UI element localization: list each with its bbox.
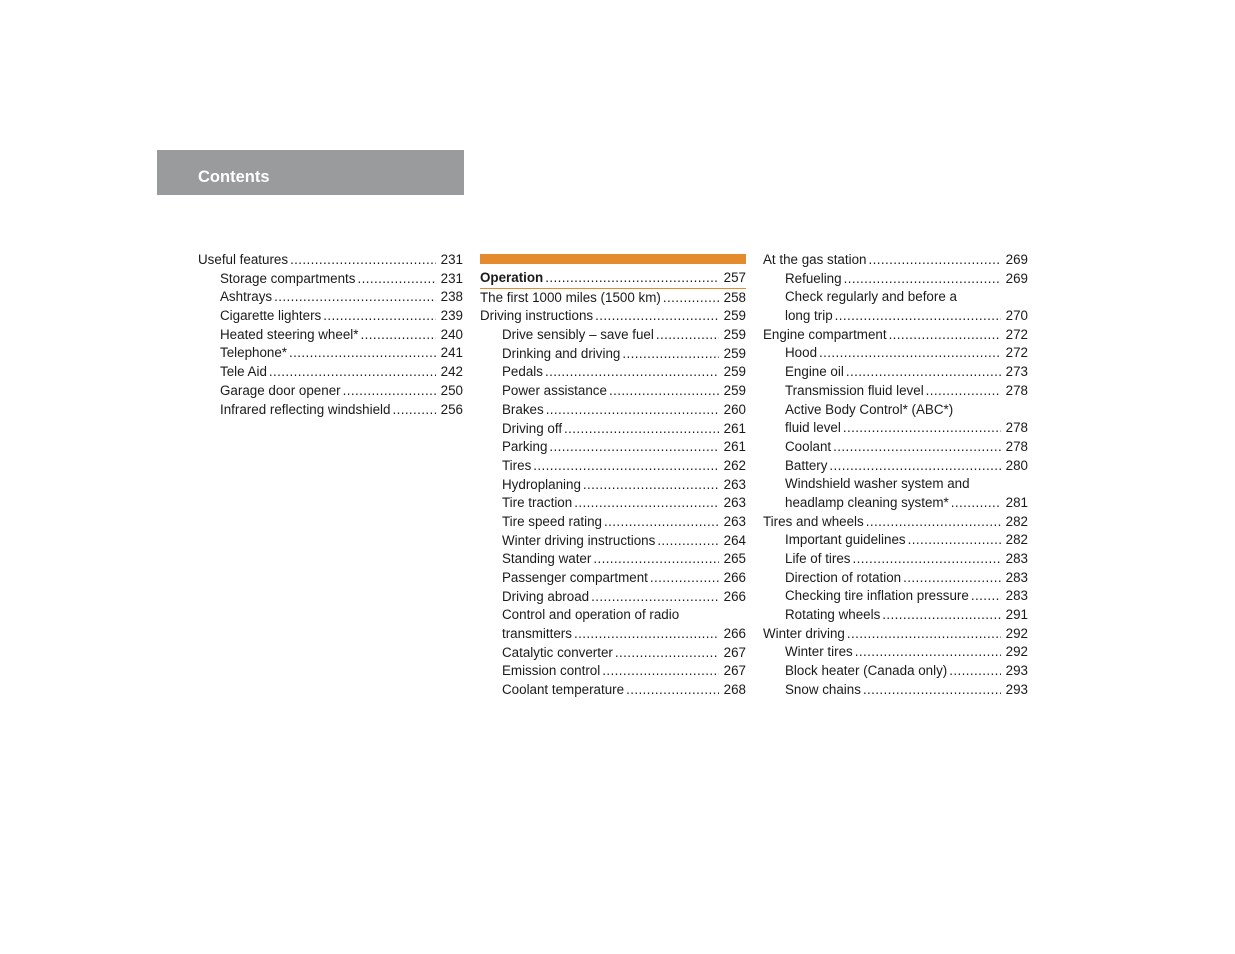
- toc-entry-page: 283: [1005, 551, 1028, 566]
- toc-entry-title: Control and operation of radio: [502, 607, 680, 623]
- toc-entry[interactable]: [480, 420, 746, 439]
- toc-entry[interactable]: [763, 475, 1028, 494]
- toc-entry[interactable]: [198, 288, 463, 307]
- toc-entry[interactable]: [198, 307, 463, 326]
- toc-entry-page: 231: [440, 270, 463, 286]
- toc-dot-leader: [591, 588, 719, 607]
- toc-entry[interactable]: [198, 363, 463, 382]
- toc-entry-page: 283: [1005, 569, 1028, 585]
- toc-entry-title: Storage compartments: [220, 270, 356, 286]
- toc-entry[interactable]: [763, 457, 1028, 476]
- toc-dot-leader: [656, 326, 719, 345]
- toc-entry-title: Winter driving: [763, 625, 845, 641]
- toc-entry-title: Engine oil: [785, 364, 844, 380]
- toc-entry-page: 292: [1005, 644, 1028, 660]
- toc-entry-page: 267: [723, 663, 746, 679]
- toc-entry-page: 266: [723, 626, 746, 642]
- toc-entry-title: Driving off: [502, 420, 563, 436]
- toc-entry-page: 293: [1005, 663, 1028, 679]
- toc-entry-title: Snow chains: [785, 681, 861, 697]
- toc-entry-title: long trip: [785, 308, 833, 324]
- toc-dot-leader: [846, 363, 1001, 382]
- toc-entry[interactable]: [763, 419, 1028, 438]
- toc-entry-page: 292: [1005, 625, 1028, 641]
- toc-entry[interactable]: [480, 438, 746, 457]
- toc-entry-page: 265: [723, 551, 746, 567]
- toc-entry-page: 259: [723, 345, 746, 361]
- toc-entry-title: transmitters: [502, 626, 572, 642]
- toc-entry-title: Tire traction: [502, 495, 573, 511]
- toc-dot-leader: [360, 326, 436, 345]
- toc-entry[interactable]: [480, 382, 746, 401]
- page-title: Contents: [198, 168, 270, 186]
- toc-entry[interactable]: [480, 662, 746, 681]
- toc-dot-leader: [289, 344, 436, 363]
- toc-entry[interactable]: [198, 382, 463, 401]
- toc-entry[interactable]: [763, 270, 1028, 289]
- toc-entry-title: Coolant temperature: [502, 682, 625, 698]
- toc-entry-title: Tires: [502, 457, 532, 473]
- toc-entry[interactable]: [763, 625, 1028, 644]
- toc-entry[interactable]: [480, 588, 746, 607]
- toc-entry[interactable]: [763, 606, 1028, 625]
- toc-column-3: [763, 251, 1028, 700]
- toc-entry-page: 259: [723, 364, 746, 380]
- toc-entry-title: Tire speed rating: [502, 513, 602, 529]
- toc-entry[interactable]: [763, 662, 1028, 681]
- toc-dot-leader: [545, 363, 719, 382]
- toc-entry[interactable]: [763, 587, 1028, 606]
- toc-dot-leader: [574, 625, 719, 644]
- toc-entry-title: Winter driving instructions: [502, 532, 656, 548]
- toc-entry-page: 263: [723, 513, 746, 529]
- toc-dot-leader: [615, 644, 719, 663]
- toc-entry[interactable]: [763, 550, 1028, 569]
- toc-entry[interactable]: [763, 401, 1028, 420]
- toc-dot-leader: [853, 550, 1002, 569]
- toc-entry[interactable]: [198, 326, 463, 345]
- toc-entry[interactable]: [763, 438, 1028, 457]
- toc-entry-title: Heated steering wheel*: [220, 326, 359, 342]
- toc-dot-leader: [545, 269, 719, 288]
- toc-entry[interactable]: [480, 681, 746, 700]
- toc-dot-leader: [949, 662, 1001, 681]
- toc-entry[interactable]: [198, 401, 463, 420]
- toc-dot-leader: [926, 382, 1001, 401]
- toc-dot-leader: [908, 531, 1001, 550]
- toc-entry-title: Drive sensibly – save fuel: [502, 327, 654, 343]
- toc-entry-title: Catalytic converter: [502, 644, 613, 660]
- toc-entry[interactable]: [198, 270, 463, 289]
- toc-entry-title: Garage door opener: [220, 382, 341, 398]
- toc-entry[interactable]: [480, 326, 746, 345]
- toc-dot-leader: [583, 476, 719, 495]
- header-bar: [157, 150, 464, 195]
- toc-entry-page: 239: [440, 308, 463, 324]
- toc-entry-page: 257: [723, 270, 746, 285]
- toc-entry-page: 272: [1005, 345, 1028, 361]
- toc-entry[interactable]: [480, 476, 746, 495]
- toc-dot-leader: [971, 587, 1001, 606]
- toc-entry-page: 238: [440, 289, 463, 305]
- toc-entry-page: 259: [723, 308, 746, 324]
- toc-dot-leader: [604, 513, 719, 532]
- toc-entry-title: Block heater (Canada only): [785, 663, 948, 679]
- toc-entry-title: Power assistance: [502, 383, 607, 399]
- toc-entry-title: Infrared reflecting windshield: [220, 401, 391, 417]
- toc-entry-page: 269: [1005, 252, 1028, 267]
- toc-dot-leader: [855, 643, 1001, 662]
- toc-dot-leader: [357, 270, 436, 289]
- toc-entry-page: 273: [1005, 364, 1028, 380]
- toc-dot-leader: [626, 681, 719, 700]
- toc-entry-title: At the gas station: [763, 252, 867, 267]
- toc-entry[interactable]: [763, 681, 1028, 700]
- toc-entry-page: 269: [1005, 270, 1028, 286]
- toc-dot-leader: [663, 289, 719, 308]
- toc-column-1: [198, 251, 463, 419]
- toc-entry-page: 282: [1005, 532, 1028, 548]
- toc-dot-leader: [847, 625, 1001, 644]
- toc-entry-title: Driving abroad: [502, 588, 590, 604]
- toc-entry-page: 241: [440, 345, 463, 361]
- toc-entry-title: Coolant: [785, 438, 832, 454]
- toc-entry-title: Rotating wheels: [785, 607, 881, 623]
- toc-entry-title: Drinking and driving: [502, 345, 621, 361]
- toc-entry-page: 278: [1005, 438, 1028, 454]
- toc-entry[interactable]: [763, 643, 1028, 662]
- toc-entry-page: 280: [1005, 457, 1028, 473]
- toc-entry[interactable]: [480, 606, 746, 625]
- toc-entry-title: Winter tires: [785, 644, 853, 660]
- toc-dot-leader: [650, 569, 719, 588]
- toc-entry-title: Transmission fluid level: [785, 382, 924, 398]
- toc-entry[interactable]: [480, 644, 746, 663]
- toc-dot-leader: [343, 382, 436, 401]
- toc-entry-page: 263: [723, 495, 746, 511]
- toc-entry[interactable]: [763, 288, 1028, 307]
- toc-column-2: [480, 251, 746, 700]
- toc-entry[interactable]: [198, 251, 463, 270]
- toc-entry-title: Direction of rotation: [785, 569, 902, 585]
- toc-dot-leader: [323, 307, 436, 326]
- toc-dot-leader: [835, 307, 1001, 326]
- toc-entry-title: Parking: [502, 439, 548, 455]
- toc-entry-page: 262: [723, 457, 746, 473]
- toc-entry-page: 270: [1005, 308, 1028, 324]
- toc-entry-title: Hood: [785, 345, 818, 361]
- toc-entry-page: 268: [723, 682, 746, 698]
- toc-dot-leader: [843, 419, 1001, 438]
- toc-entry[interactable]: [763, 363, 1028, 382]
- toc-entry[interactable]: [480, 345, 746, 364]
- toc-entry-title: Windshield washer system and: [785, 476, 970, 492]
- toc-entry-title: Important guidelines: [785, 532, 906, 548]
- toc-entry-page: 282: [1005, 513, 1028, 529]
- toc-entry-title: Passenger compartment: [502, 570, 648, 585]
- toc-entry-page: 278: [1005, 420, 1028, 436]
- toc-entry-page: 259: [723, 383, 746, 399]
- toc-entry-title: Active Body Control* (ABC*): [785, 401, 954, 417]
- toc-dot-leader: [868, 251, 1001, 270]
- toc-dot-leader: [392, 401, 436, 420]
- toc-dot-leader: [290, 251, 436, 270]
- toc-entry[interactable]: [763, 307, 1028, 326]
- toc-entry-title: Standing water: [502, 551, 592, 567]
- toc-entry[interactable]: [763, 513, 1028, 532]
- toc-entry[interactable]: [480, 289, 746, 308]
- toc-entry[interactable]: [480, 401, 746, 420]
- toc-entry[interactable]: [480, 457, 746, 476]
- toc-entry-page: 264: [723, 532, 746, 548]
- toc-dot-leader: [549, 438, 719, 457]
- toc-entry-title: Cigarette lighters: [220, 308, 322, 324]
- toc-dot-leader: [903, 569, 1001, 588]
- toc-entry-page: 283: [1005, 588, 1028, 604]
- toc-entry[interactable]: [763, 569, 1028, 588]
- toc-entry[interactable]: [763, 382, 1028, 401]
- toc-entry-title: Life of tires: [785, 551, 851, 566]
- toc-entry-title: Driving instructions: [480, 308, 594, 324]
- toc-entry-page: 242: [440, 364, 463, 380]
- toc-dot-leader: [889, 326, 1001, 345]
- toc-entry[interactable]: [480, 494, 746, 513]
- toc-dot-leader: [657, 532, 719, 551]
- toc-dot-leader: [593, 550, 719, 569]
- toc-entry[interactable]: [763, 251, 1028, 270]
- toc-entry-page: 231: [440, 252, 463, 267]
- toc-entry-title: Refueling: [785, 270, 842, 286]
- toc-entry-title: Engine compartment: [763, 326, 887, 342]
- toc-entry-title: Operation: [480, 270, 544, 285]
- toc-entry[interactable]: [480, 569, 746, 588]
- toc-entry-title: Battery: [785, 457, 828, 473]
- toc-entry-title: Tires and wheels: [763, 513, 864, 529]
- toc-entry-title: headlamp cleaning system*: [785, 494, 949, 510]
- toc-dot-leader: [951, 494, 1001, 513]
- toc-entry[interactable]: [480, 513, 746, 532]
- toc-entry-title: Emission control: [502, 663, 601, 679]
- toc-dot-leader: [833, 438, 1001, 457]
- toc-dot-leader: [622, 345, 719, 364]
- toc-dot-leader: [866, 513, 1001, 532]
- toc-entry[interactable]: [480, 550, 746, 569]
- toc-dot-leader: [274, 288, 436, 307]
- toc-entry[interactable]: [763, 326, 1028, 345]
- toc-entry-page: 278: [1005, 382, 1028, 398]
- toc-entry[interactable]: [763, 344, 1028, 363]
- toc-entry-title: Check regularly and before a: [785, 289, 957, 305]
- toc-dot-leader: [882, 606, 1001, 625]
- toc-entry-title: fluid level: [785, 420, 841, 436]
- toc-entry[interactable]: [480, 307, 746, 326]
- toc-dot-leader: [595, 307, 719, 326]
- toc-entry-page: 281: [1005, 494, 1028, 510]
- toc-entry[interactable]: [480, 269, 746, 289]
- toc-entry-page: 261: [723, 420, 746, 436]
- toc-entry-title: Telephone*: [220, 345, 288, 361]
- toc-entry[interactable]: [480, 363, 746, 382]
- toc-entry-page: 240: [440, 326, 463, 342]
- toc-dot-leader: [574, 494, 719, 513]
- toc-entry-page: 261: [723, 439, 746, 455]
- toc-entry-title: Brakes: [502, 401, 544, 417]
- toc-entry-title: The first 1000 miles (1500 km): [480, 289, 661, 305]
- toc-entry-title: Useful features: [198, 252, 289, 267]
- toc-entry-page: 256: [440, 401, 463, 417]
- toc-dot-leader: [609, 382, 719, 401]
- toc-dot-leader: [863, 681, 1001, 700]
- toc-dot-leader: [829, 457, 1001, 476]
- toc-entry-page: 272: [1005, 326, 1028, 342]
- toc-entry[interactable]: [198, 344, 463, 363]
- toc-entry[interactable]: [480, 532, 746, 551]
- toc-dot-leader: [602, 662, 719, 681]
- toc-entry-page: 263: [723, 476, 746, 492]
- toc-entry-page: 259: [723, 327, 746, 343]
- toc-entry-page: 258: [723, 289, 746, 305]
- toc-entry-page: 267: [723, 644, 746, 660]
- toc-entry-title: Ashtrays: [220, 289, 273, 305]
- toc-entry-page: 266: [723, 588, 746, 604]
- toc-entry-title: Tele Aid: [220, 364, 267, 380]
- toc-dot-leader: [564, 420, 719, 439]
- toc-entry[interactable]: [763, 494, 1028, 513]
- toc-entry-title: Checking tire inflation pressure: [785, 588, 969, 604]
- toc-dot-leader: [546, 401, 719, 420]
- toc-dot-leader: [533, 457, 719, 476]
- toc-entry-title: Pedals: [502, 364, 543, 380]
- toc-dot-leader: [269, 363, 436, 382]
- toc-dot-leader: [819, 344, 1001, 363]
- toc-entry-page: 250: [440, 382, 463, 398]
- toc-entry[interactable]: [480, 625, 746, 644]
- toc-entry[interactable]: [763, 531, 1028, 550]
- toc-entry-page: 266: [723, 570, 746, 585]
- toc-entry-page: 291: [1005, 607, 1028, 623]
- toc-entry-page: 260: [723, 401, 746, 417]
- toc-entry-title: Hydroplaning: [502, 476, 581, 492]
- toc-dot-leader: [844, 270, 1001, 289]
- toc-entry-page: 293: [1005, 681, 1028, 697]
